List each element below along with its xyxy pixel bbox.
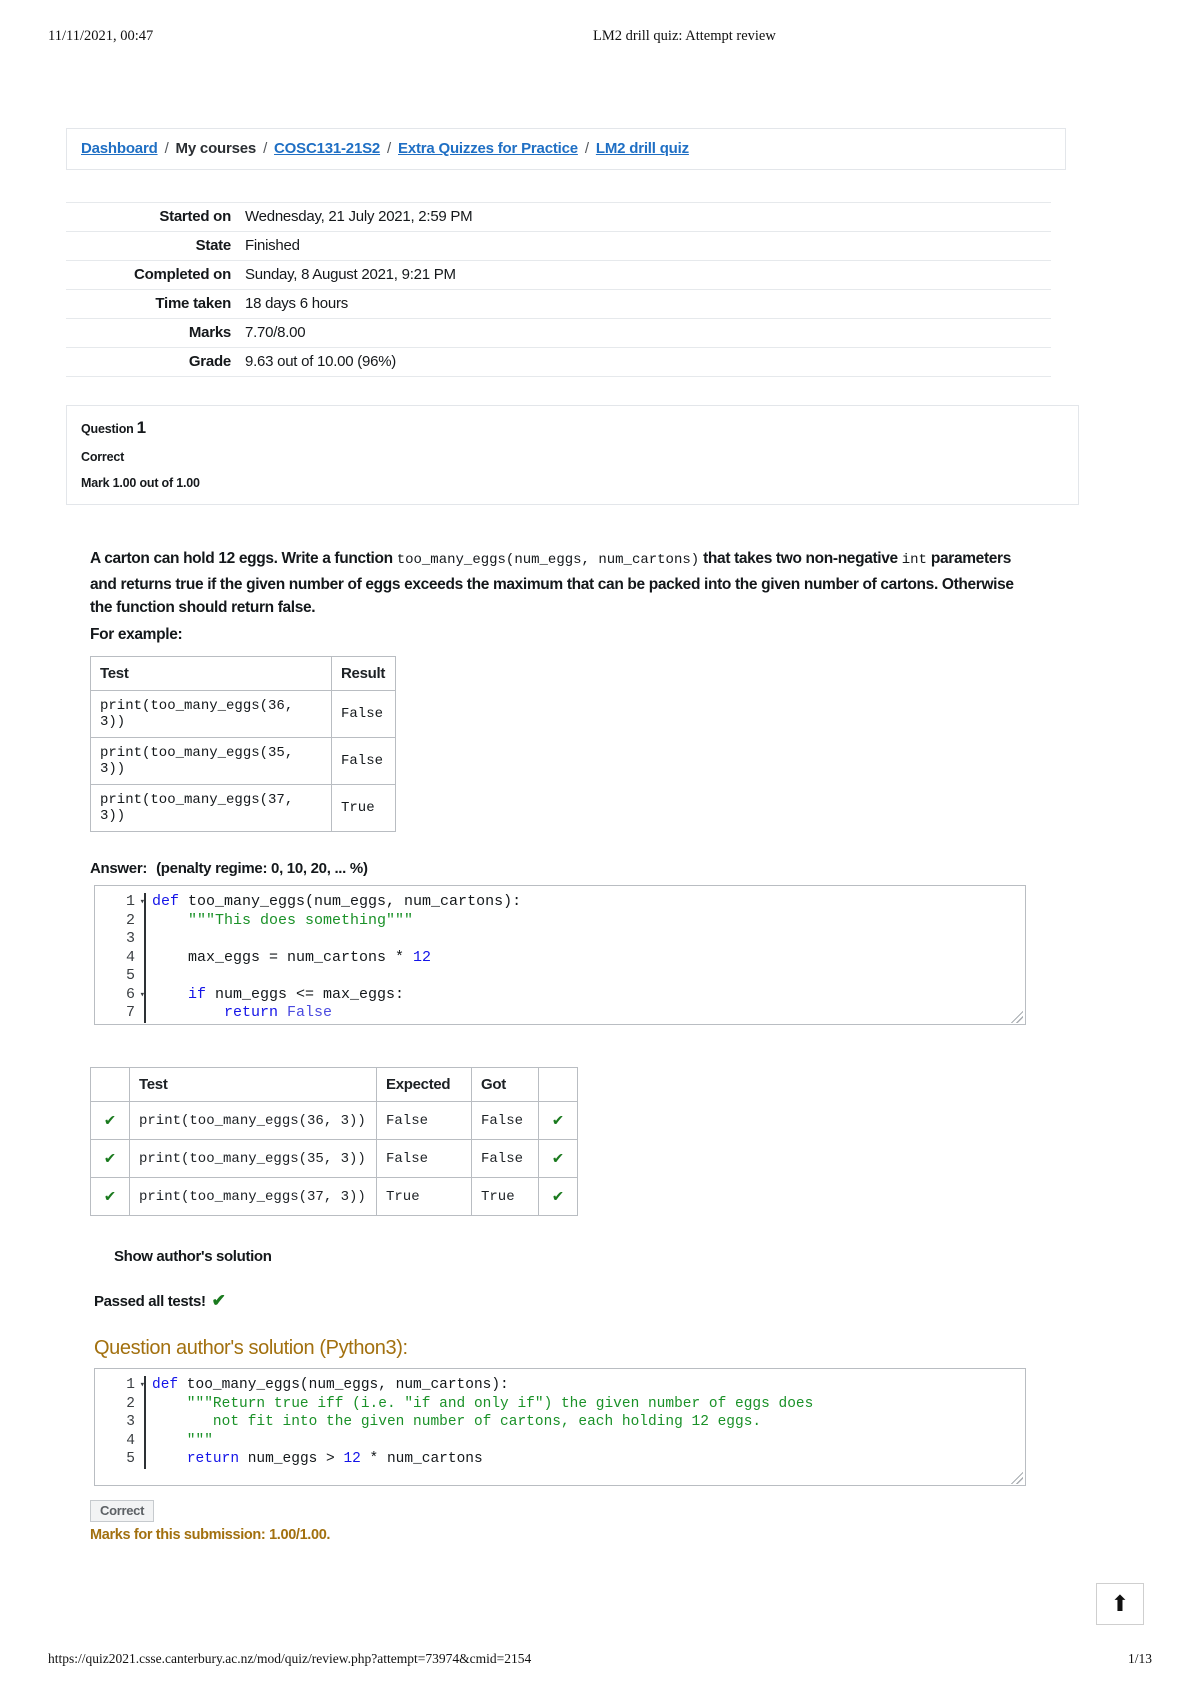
for-example-label: For example: bbox=[90, 625, 183, 643]
check-icon: ✔ bbox=[91, 1178, 130, 1216]
table-header-row bbox=[91, 657, 396, 691]
question-number bbox=[81, 418, 1064, 438]
code-string: """ bbox=[152, 1432, 213, 1449]
print-footer-url: https://quiz2021.csse.canterbury.ac.nz/mod/quiz/review.php?attempt=73974&cmid=2154 bbox=[48, 1651, 532, 1666]
result-test: print(too_many_eggs(36, 3)) bbox=[130, 1102, 377, 1140]
print-timestamp: 11/11/2021, 00:47 bbox=[48, 28, 154, 44]
table-row bbox=[91, 738, 396, 785]
test-results-table bbox=[90, 1067, 578, 1216]
line-number: 6 ▾ bbox=[95, 986, 135, 1005]
line-number: 5 bbox=[125, 967, 135, 984]
table-header-row bbox=[91, 1068, 578, 1102]
line-number: 4 bbox=[126, 1432, 135, 1449]
breadcrumb-separator: / bbox=[263, 140, 268, 157]
table-row bbox=[66, 319, 1051, 348]
question-text-part2: that takes two non-negative bbox=[699, 550, 902, 567]
example-result: False bbox=[332, 738, 396, 785]
breadcrumb-separator: / bbox=[164, 140, 169, 157]
code-string: """This does something""" bbox=[152, 911, 414, 929]
code-line bbox=[152, 986, 521, 1005]
print-page-number: 1/13 bbox=[1127, 1651, 1152, 1666]
answer-line-numbers bbox=[95, 893, 138, 1023]
code-keyword: return bbox=[186, 1451, 240, 1467]
example-header-result: Result bbox=[332, 657, 396, 691]
question-number-label: Question bbox=[81, 422, 134, 436]
result-got: False bbox=[472, 1140, 539, 1178]
code-text: * num_cartons bbox=[360, 1451, 483, 1467]
breadcrumb bbox=[66, 128, 1066, 170]
check-icon: ✔ bbox=[91, 1140, 130, 1178]
result-expected: False bbox=[377, 1102, 472, 1140]
code-text: num_eggs <= max_eggs: bbox=[206, 985, 405, 1003]
question-text-part1: A carton can hold 12 eggs. Write a function bbox=[90, 550, 397, 567]
code-keyword: if bbox=[188, 985, 207, 1003]
example-test: print(too_many_eggs(37, 3)) bbox=[91, 785, 332, 832]
result-test: print(too_many_eggs(35, 3)) bbox=[130, 1140, 377, 1178]
summary-value-time-taken: 18 days 6 hours bbox=[245, 295, 348, 312]
code-number: 12 bbox=[343, 1451, 361, 1467]
solution-line-numbers bbox=[95, 1376, 138, 1469]
line-number: 3 bbox=[125, 930, 135, 947]
code-keyword: return bbox=[224, 1004, 279, 1021]
result-expected: False bbox=[377, 1140, 472, 1178]
summary-value-completed-on: Sunday, 8 August 2021, 9:21 PM bbox=[245, 266, 456, 283]
code-line bbox=[152, 1376, 813, 1395]
check-icon: ✔ bbox=[211, 1291, 226, 1310]
summary-value-state: Finished bbox=[245, 237, 300, 254]
code-string: """Return true iff (i.e. "if and only if") the given number of eggs does bbox=[152, 1395, 814, 1412]
summary-value-started-on: Wednesday, 21 July 2021, 2:59 PM bbox=[245, 208, 473, 225]
code-text: too_many_eggs(num_eggs, num_cartons): bbox=[179, 893, 522, 910]
attempt-summary-table bbox=[66, 202, 1051, 377]
answer-label: Answer: bbox=[90, 860, 148, 877]
solution-code-text bbox=[146, 1376, 813, 1469]
code-line bbox=[152, 912, 521, 931]
code-text: too_many_eggs(num_eggs, num_cartons): bbox=[178, 1377, 509, 1393]
table-row bbox=[66, 232, 1051, 261]
summary-key: Started on bbox=[159, 208, 231, 225]
check-icon: ✔ bbox=[539, 1140, 578, 1178]
table-row bbox=[66, 261, 1051, 290]
answer-code-wrap bbox=[95, 886, 1025, 1023]
result-got: False bbox=[472, 1102, 539, 1140]
example-test: print(too_many_eggs(36, 3)) bbox=[91, 691, 332, 738]
table-row bbox=[91, 1178, 578, 1216]
results-header-test: Test bbox=[130, 1068, 377, 1102]
summary-key: Time taken bbox=[155, 295, 231, 312]
code-line bbox=[152, 1004, 521, 1023]
passed-all-tests-label: Passed all tests! bbox=[94, 1293, 206, 1310]
print-header bbox=[48, 28, 1152, 45]
breadcrumb-item-dashboard[interactable]: Dashboard bbox=[81, 140, 158, 157]
show-author-solution-button[interactable]: Show author's solution bbox=[114, 1248, 272, 1265]
check-icon: ✔ bbox=[539, 1102, 578, 1140]
question-state: Correct bbox=[81, 450, 125, 464]
line-number: 3 bbox=[126, 1414, 135, 1430]
table-row bbox=[91, 785, 396, 832]
question-number-value: 1 bbox=[136, 418, 146, 437]
summary-key: Grade bbox=[188, 353, 231, 370]
breadcrumb-separator: / bbox=[387, 140, 392, 157]
status-badge: Correct bbox=[90, 1500, 154, 1522]
results-header-expected: Expected bbox=[377, 1068, 472, 1102]
solution-code-wrap bbox=[95, 1369, 1025, 1469]
summary-value-marks: 7.70/8.00 bbox=[245, 324, 306, 341]
passed-all-tests bbox=[94, 1291, 1066, 1311]
code-number: 12 bbox=[413, 948, 432, 966]
example-result: True bbox=[332, 785, 396, 832]
code-literal: False bbox=[287, 1004, 333, 1021]
code-line bbox=[152, 949, 521, 968]
question-info-box bbox=[66, 405, 1079, 505]
result-test: print(too_many_eggs(37, 3)) bbox=[130, 1178, 377, 1216]
line-number: 7 bbox=[125, 1004, 135, 1021]
code-line bbox=[152, 893, 521, 912]
code-text bbox=[152, 1004, 224, 1021]
table-row bbox=[66, 290, 1051, 319]
code-text bbox=[278, 1004, 287, 1021]
summary-key: Marks bbox=[188, 324, 231, 341]
print-footer bbox=[48, 1651, 1152, 1667]
summary-value-grade: 9.63 out of 10.00 (96%) bbox=[245, 353, 397, 370]
code-line bbox=[152, 1450, 813, 1469]
summary-key: State bbox=[195, 237, 231, 254]
breadcrumb-separator: / bbox=[584, 140, 589, 157]
author-solution-code-editor[interactable] bbox=[94, 1368, 1026, 1486]
editor-resize-handle[interactable] bbox=[1011, 1011, 1023, 1023]
results-header-got: Got bbox=[472, 1068, 539, 1102]
line-number: 1 ▾ bbox=[95, 893, 135, 912]
line-number: 2 bbox=[125, 911, 135, 929]
function-signature: too_many_eggs(num_eggs, num_cartons) bbox=[396, 552, 700, 568]
code-string: not fit into the given number of cartons, each holding 12 eggs. bbox=[152, 1414, 762, 1430]
results-header-status bbox=[91, 1068, 130, 1102]
table-row bbox=[91, 1102, 578, 1140]
question-text-part3: parameters and returns true if the given number of eggs exceeds the maximum that can be packed into the given number of cartons. Otherwise the function should return false. bbox=[90, 550, 1014, 616]
line-number: 4 bbox=[125, 948, 135, 966]
answer-code-editor[interactable] bbox=[94, 885, 1026, 1025]
code-line bbox=[152, 1395, 813, 1414]
breadcrumb-item-quiz[interactable]: LM2 drill quiz bbox=[595, 140, 689, 157]
line-number: 5 bbox=[126, 1451, 135, 1467]
result-got: True bbox=[472, 1178, 539, 1216]
table-row bbox=[91, 691, 396, 738]
breadcrumb-item-my-courses: My courses bbox=[175, 140, 257, 157]
marks-for-submission: Marks for this submission: 1.00/1.00. bbox=[90, 1527, 331, 1543]
table-row bbox=[91, 1140, 578, 1178]
answer-label-row bbox=[90, 860, 1066, 877]
code-text: num_eggs > bbox=[239, 1451, 344, 1467]
example-test: print(too_many_eggs(35, 3)) bbox=[91, 738, 332, 785]
results-header-result bbox=[539, 1068, 578, 1102]
code-keyword: def bbox=[152, 893, 180, 910]
check-icon: ✔ bbox=[539, 1178, 578, 1216]
code-line bbox=[152, 1413, 813, 1432]
code-keyword: def bbox=[152, 1377, 179, 1393]
page-content bbox=[66, 128, 1066, 1543]
author-solution-heading: Question author's solution (Python3): bbox=[94, 1337, 408, 1359]
example-table bbox=[90, 656, 396, 832]
breadcrumb-item-section[interactable]: Extra Quizzes for Practice bbox=[398, 140, 578, 157]
print-document-title: LM2 drill quiz: Attempt review bbox=[593, 28, 776, 44]
example-result: False bbox=[332, 691, 396, 738]
example-header-test: Test bbox=[91, 657, 332, 691]
code-text bbox=[152, 1451, 187, 1467]
breadcrumb-item-course[interactable]: COSC131-21S2 bbox=[274, 140, 381, 157]
question-text bbox=[90, 547, 1020, 646]
code-line bbox=[152, 930, 521, 949]
code-text bbox=[152, 986, 188, 1003]
code-line bbox=[152, 967, 521, 986]
line-number: 1 ▾ bbox=[95, 1376, 135, 1395]
result-expected: True bbox=[377, 1178, 472, 1216]
check-icon: ✔ bbox=[91, 1102, 130, 1140]
code-text: max_eggs = num_cartons * bbox=[152, 948, 414, 966]
answer-code-text[interactable] bbox=[146, 893, 521, 1023]
question-mark: Mark 1.00 out of 1.00 bbox=[81, 476, 200, 490]
back-to-top-icon[interactable]: ⬆ bbox=[1096, 1583, 1144, 1625]
table-row bbox=[66, 203, 1051, 232]
summary-key: Completed on bbox=[134, 266, 231, 283]
line-number: 2 bbox=[126, 1395, 135, 1412]
table-row bbox=[66, 348, 1051, 377]
code-line bbox=[152, 1432, 813, 1451]
editor-resize-handle[interactable] bbox=[1011, 1472, 1023, 1484]
int-keyword: int bbox=[901, 552, 927, 568]
penalty-regime: (penalty regime: 0, 10, 20, ... %) bbox=[156, 860, 368, 877]
